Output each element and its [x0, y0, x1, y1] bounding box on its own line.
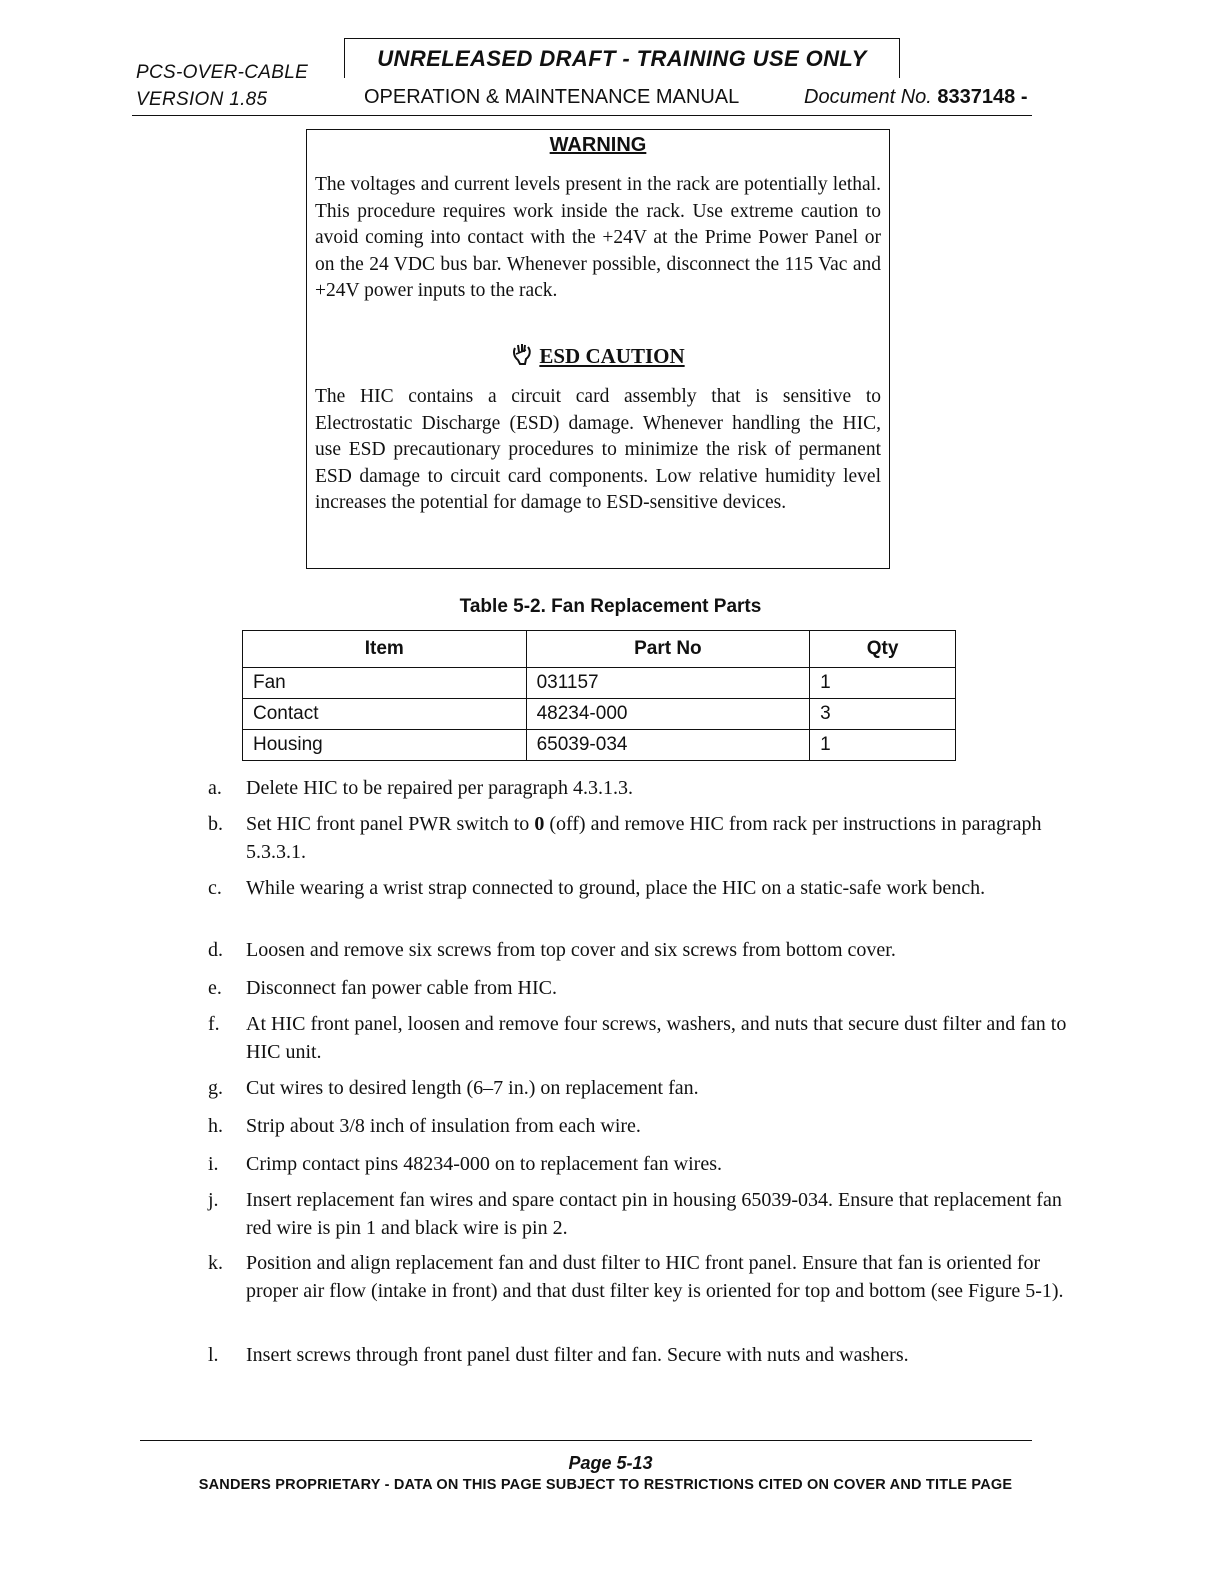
- step-letter: d.: [208, 939, 223, 961]
- step-h: [208, 1112, 1068, 1140]
- step-text: [246, 1186, 1068, 1242]
- cell-qty: 1: [810, 730, 956, 761]
- step-text-pre: Insert replacement fan wires and spare contact pin in housing 65039-034. Ensure that replacement fan red wire is pin 1 and black wire is pin 2.: [246, 1189, 1062, 1239]
- step-text-pre: Disconnect fan power cable from HIC.: [246, 977, 557, 999]
- proprietary-notice: SANDERS PROPRIETARY - DATA ON THIS PAGE SUBJECT TO RESTRICTIONS CITED ON COVER AND TITLE PAGE: [198, 1477, 1013, 1493]
- page-number: Page 5-13: [568, 1453, 653, 1473]
- step-e: [208, 974, 1068, 1002]
- column-header-qty: Qty: [810, 631, 956, 668]
- step-text-pre: Loosen and remove six screws from top cover and six screws from bottom cover.: [246, 939, 896, 961]
- doc-number-value: 8337148 -: [937, 86, 1028, 108]
- step-text-pre: Position and align replacement fan and dust filter to HIC front panel. Ensure that fan is oriented for proper air flow (intake in front) and that dust filter key is oriented for top and bottom (see Figure 5-1).: [246, 1252, 1064, 1302]
- manual-title: OPERATION & MAINTENANCE MANUAL: [364, 86, 740, 108]
- cell-item: Contact: [243, 699, 527, 730]
- esd-caution-text: The HIC contains a circuit card assembly that is sensitive to Electrostatic Discharge (ESD) damage. Whenever handling the HIC, use ESD precautionary procedures to minimize the risk of permanent ESD damage to circuit card components. Low relative humidity level increases the potential for damage to ESD-sensitive devices.: [315, 386, 881, 513]
- step-f: [208, 1010, 1068, 1066]
- step-k: [208, 1249, 1068, 1305]
- step-text-pre: Strip about 3/8 inch of insulation from each wire.: [246, 1115, 641, 1137]
- step-text: [246, 1150, 1068, 1178]
- step-text-pre: Set HIC front panel PWR switch to: [246, 813, 535, 835]
- table-row: [243, 668, 956, 699]
- table-caption: Table 5-2. Fan Replacement Parts: [459, 596, 762, 617]
- esd-caution-title: [307, 342, 889, 372]
- column-header-part-no: Part No: [526, 631, 810, 668]
- step-letter: f.: [208, 1013, 220, 1035]
- header-divider: [132, 115, 1032, 116]
- cell-item: Housing: [243, 730, 527, 761]
- step-letter: l.: [208, 1344, 219, 1366]
- esd-hand-icon: [511, 342, 533, 372]
- step-text-pre: While wearing a wrist strap connected to ground, place the HIC on a static-safe work bench.: [246, 877, 986, 899]
- cell-qty: 3: [810, 699, 956, 730]
- step-letter: c.: [208, 877, 222, 899]
- step-letter: k.: [208, 1252, 223, 1274]
- step-text: [246, 936, 1068, 964]
- product-name: PCS-OVER-CABLE: [136, 62, 309, 83]
- footer-divider: [140, 1440, 1032, 1441]
- step-text: [246, 774, 1068, 802]
- step-text: [246, 1074, 1068, 1102]
- step-l: [208, 1341, 1068, 1369]
- step-b: [208, 810, 1068, 866]
- cell-part-no: 48234-000: [526, 699, 810, 730]
- version-label: VERSION 1.85: [136, 89, 268, 110]
- step-text: [246, 974, 1068, 1002]
- warning-title: WARNING: [549, 134, 647, 156]
- step-letter: g.: [208, 1077, 223, 1099]
- draft-banner: UNRELEASED DRAFT - TRAINING USE ONLY: [344, 38, 900, 78]
- cell-part-no: 031157: [526, 668, 810, 699]
- table-row: [243, 730, 956, 761]
- table-row: [243, 699, 956, 730]
- column-header-item: Item: [243, 631, 527, 668]
- doc-label: Document No.: [804, 86, 932, 108]
- cell-part-no: 65039-034: [526, 730, 810, 761]
- step-text: [246, 1341, 1068, 1369]
- step-text-pre: At HIC front panel, loosen and remove four screws, washers, and nuts that secure dust filter and fan to HIC unit.: [246, 1013, 1067, 1063]
- step-letter: i.: [208, 1153, 219, 1175]
- step-g: [208, 1074, 1068, 1102]
- step-text-pre: Insert screws through front panel dust filter and fan. Secure with nuts and washers.: [246, 1344, 909, 1366]
- step-j: [208, 1186, 1068, 1242]
- cell-qty: 1: [810, 668, 956, 699]
- step-letter: b.: [208, 813, 223, 835]
- warning-text: The voltages and current levels present in the rack are potentially lethal. This procedure requires work inside the rack. Use extreme caution to avoid coming into contact with the +24V at the Prime Power Panel or on the 24 VDC bus bar. Whenever possible, disconnect the 115 Vac and +24V power inputs to the rack.: [315, 174, 881, 301]
- step-c: [208, 874, 1068, 902]
- parts-table: [242, 630, 956, 761]
- step-a: [208, 774, 1068, 802]
- step-letter: e.: [208, 977, 222, 999]
- step-text: [246, 1112, 1068, 1140]
- step-letter: h.: [208, 1115, 223, 1137]
- step-text-bold: 0: [534, 813, 545, 835]
- esd-title-label: ESD CAUTION: [539, 344, 685, 368]
- table-header-row: [243, 631, 956, 668]
- step-text: [246, 1010, 1068, 1066]
- document-number: [804, 86, 1027, 109]
- step-text-pre: Cut wires to desired length (6–7 in.) on replacement fan.: [246, 1077, 699, 1099]
- step-d: [208, 936, 1068, 964]
- warning-box: [306, 129, 890, 569]
- step-text: [246, 1249, 1068, 1305]
- step-letter: j.: [208, 1189, 219, 1211]
- step-letter: a.: [208, 777, 222, 799]
- step-text-pre: Delete HIC to be repaired per paragraph 4.3.1.3.: [246, 777, 634, 799]
- step-text: [246, 810, 1068, 866]
- cell-item: Fan: [243, 668, 527, 699]
- step-i: [208, 1150, 1068, 1178]
- step-text-post: (off) and remove HIC from rack per instructions in paragraph 5.3.3.1.: [246, 813, 1042, 863]
- step-text: [246, 874, 1068, 902]
- step-text-pre: Crimp contact pins 48234-000 on to replacement fan wires.: [246, 1153, 722, 1175]
